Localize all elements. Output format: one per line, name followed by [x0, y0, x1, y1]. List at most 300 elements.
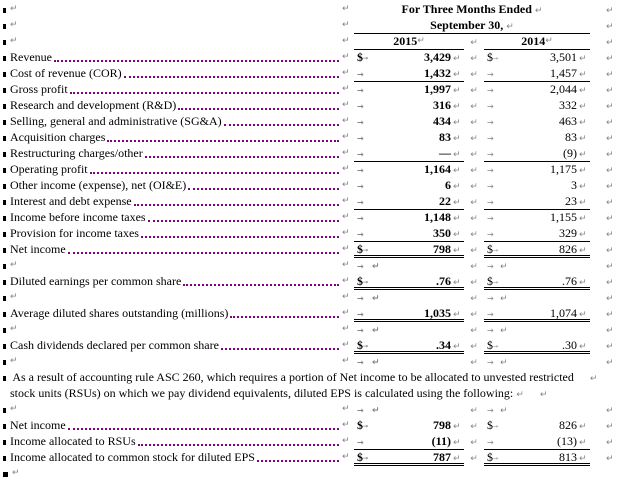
pilcrow-icon: ↵ [470, 198, 478, 208]
dotted-leader [183, 284, 339, 286]
tab-icon: → [363, 423, 369, 430]
value-2014: 1,074 [550, 306, 577, 320]
pilcrow-icon: ↵ [579, 118, 587, 128]
tab-cell [484, 82, 500, 98]
tab-cell [484, 130, 500, 146]
mark-cell [577, 274, 590, 287]
value-cell-2015 [354, 226, 464, 242]
tab-icon: → [487, 438, 494, 447]
value-cell-2014 [484, 354, 590, 370]
pilcrow-icon: ↵ [470, 310, 478, 320]
dotted-leader [145, 156, 339, 158]
mark-cell [451, 226, 464, 241]
tab-icon: → [357, 166, 364, 175]
dotted-leader [134, 204, 339, 206]
pilcrow-icon: ↵ [606, 86, 614, 96]
value-2015: 3,429 [424, 50, 451, 64]
pilcrow-icon: ↵ [10, 4, 18, 14]
mid-gap-cell [464, 258, 484, 274]
tab-icon: → [357, 406, 364, 415]
value-cell-2014 [484, 274, 590, 290]
tab-icon: → [487, 102, 494, 111]
mid-gap-cell [464, 274, 484, 290]
row-end-cell [590, 82, 626, 98]
value-cell-2015 [354, 50, 464, 66]
pilcrow-icon: ↵ [606, 134, 614, 144]
value-cell-2015 [354, 146, 464, 162]
mid-gap-cell [464, 98, 484, 114]
row-label-cell [0, 434, 354, 450]
pilcrow-icon: ↵ [470, 262, 478, 272]
square-bullet-icon [3, 72, 6, 77]
value-cell-2014 [484, 306, 590, 322]
mark-cell [451, 450, 464, 463]
table-row [0, 338, 626, 354]
tab-icon: → [357, 182, 364, 191]
tab-cell [484, 146, 500, 161]
dotted-leader [188, 188, 339, 190]
square-bullet-icon [3, 40, 6, 45]
tab-icon: → [357, 86, 364, 95]
pilcrow-icon: ↵ [470, 294, 478, 304]
dotted-leader [178, 108, 339, 110]
mid-gap-cell [464, 194, 484, 210]
pilcrow-icon: ↵ [453, 182, 461, 192]
dotted-leader [257, 460, 339, 462]
row-label: Average diluted shares outstanding (millions) [10, 306, 229, 320]
value-2015: 1,997 [424, 82, 451, 96]
pilcrow-icon: ↵ [453, 278, 461, 288]
note-paragraph-line [0, 386, 626, 402]
value-cell-2014 [484, 162, 590, 178]
value-2014: 3 [571, 178, 577, 192]
mid-gap-cell [464, 34, 484, 50]
value-cell-2014 [484, 50, 590, 66]
value-cell-2015 [354, 194, 464, 210]
table-row [0, 418, 626, 434]
pilcrow-icon: ↵ [342, 84, 350, 94]
row-label: Other income (expense), net (OI&E) [10, 178, 187, 192]
dollar-sign: $→ [357, 50, 369, 64]
pilcrow-icon: ↵ [606, 326, 614, 336]
tab-icon: → [363, 247, 369, 254]
pilcrow-icon: ↵ [453, 134, 461, 144]
pilcrow-icon: ↵ [470, 166, 478, 176]
spacer [18, 290, 342, 306]
mid-gap-cell [464, 82, 484, 98]
row-end-cell [590, 98, 626, 114]
pilcrow-icon: ↵ [606, 454, 614, 464]
pilcrow-icon: ↵ [589, 374, 598, 384]
mark-cell [577, 194, 590, 209]
pilcrow-icon: ↵ [579, 166, 587, 176]
dollar-sign: $→ [487, 450, 499, 464]
value-cell-2014 [484, 178, 590, 194]
row-end-cell [590, 450, 626, 466]
pilcrow-icon: ↵ [342, 324, 350, 334]
row-end-cell [590, 290, 626, 306]
pilcrow-icon: ↵ [500, 294, 508, 304]
row-label: Income before income taxes [10, 210, 146, 224]
tab-icon: → [357, 310, 364, 319]
pilcrow-icon: ↵ [453, 198, 461, 208]
tab-icon: → [493, 55, 499, 62]
row-end-cell [590, 306, 626, 322]
pilcrow-icon: ↵ [342, 68, 350, 78]
row-label-cell [0, 450, 354, 466]
pilcrow-icon: ↵ [470, 86, 478, 96]
dotted-leader [141, 236, 339, 238]
pilcrow-icon: ↵ [453, 118, 461, 128]
period-subtitle-cell [354, 18, 590, 34]
empty-value [372, 354, 451, 370]
dotted-leader [138, 444, 339, 446]
note-text-cell [0, 386, 524, 402]
mark-cell [451, 258, 464, 274]
spacer [18, 322, 342, 338]
dollar-sign: $→ [357, 418, 369, 432]
tab-cell [354, 146, 372, 161]
pilcrow-icon: ↵ [453, 230, 461, 240]
pilcrow-icon: ↵ [606, 358, 614, 368]
period-title: For Three Months Ended [401, 2, 532, 16]
pilcrow-icon: ↵ [372, 358, 380, 368]
dollar-sign: $→ [357, 274, 369, 288]
row-label-cell [0, 210, 354, 226]
value-2014: 23 [565, 194, 577, 208]
pilcrow-icon: ↵ [372, 326, 380, 336]
dotted-leader [54, 60, 339, 62]
tab-icon: → [357, 438, 364, 447]
tab-icon: → [487, 406, 494, 415]
spacer [18, 402, 342, 418]
pilcrow-icon: ↵ [342, 404, 350, 414]
pilcrow-icon: ↵ [579, 342, 587, 352]
tab-cell [484, 322, 500, 338]
tab-cell [484, 178, 500, 194]
pilcrow-icon: ↵ [470, 102, 478, 112]
value-cell-2015 [354, 82, 464, 98]
square-bullet-icon [3, 88, 6, 93]
dotted-leader [90, 172, 339, 174]
square-bullet-icon [3, 136, 6, 141]
value-cell-2015 [354, 402, 464, 418]
tab-cell [484, 226, 500, 241]
mark-cell [451, 210, 464, 226]
row-label-cell [0, 354, 354, 370]
mid-gap-cell [464, 210, 484, 226]
mid-gap-cell [464, 434, 484, 450]
tab-icon: → [487, 150, 494, 159]
row-label: Operating profit [10, 162, 88, 176]
pilcrow-icon: ↵ [453, 214, 461, 224]
pilcrow-icon: ↵ [453, 102, 461, 112]
pilcrow-icon: ↵ [10, 20, 18, 30]
row-end-cell [590, 418, 626, 434]
square-bullet-icon [3, 264, 6, 269]
value-cell-2014 [484, 402, 590, 418]
value-2015: 316 [433, 98, 451, 112]
table-row [0, 258, 626, 274]
mid-gap-cell [464, 50, 484, 66]
mid-gap-cell [464, 338, 484, 354]
tab-icon: → [487, 326, 494, 335]
tab-cell [354, 82, 372, 98]
tab-cell [354, 66, 372, 81]
value-2015: 798 [433, 418, 451, 432]
pilcrow-icon: ↵ [606, 310, 614, 320]
row-end-cell [590, 258, 626, 274]
value-cell-2014 [484, 418, 590, 434]
tab-icon: → [493, 423, 499, 430]
pilcrow-icon: ↵ [606, 182, 614, 192]
tab-cell [354, 434, 372, 449]
row-end-cell [590, 194, 626, 210]
value-cell-2015 [354, 418, 464, 434]
pilcrow-icon: ↵ [579, 182, 587, 192]
dotted-leader [107, 140, 339, 142]
row-label: Interest and debt expense [10, 194, 132, 208]
pilcrow-icon: ↵ [606, 246, 614, 256]
row-label: Restructuring charges/other [10, 146, 143, 160]
value-2015: 798 [433, 242, 451, 256]
dollar-sign: $→ [487, 50, 499, 64]
tab-icon: → [363, 55, 369, 62]
table-row [0, 226, 626, 242]
mid-gap-cell [464, 162, 484, 178]
mark-cell [451, 194, 464, 209]
mid-gap-cell [464, 114, 484, 130]
row-end-cell [590, 66, 626, 82]
value-cell-2015 [354, 274, 464, 290]
row-label-cell [0, 18, 354, 34]
tab-icon: → [487, 230, 494, 239]
row-label: Cost of revenue (COR) [10, 66, 122, 80]
value-cell-2015 [354, 66, 464, 82]
mark-cell [577, 146, 590, 161]
row-end-cell [590, 434, 626, 450]
row-end-cell [590, 354, 626, 370]
pilcrow-icon: ↵ [579, 198, 587, 208]
value-cell-2014 [484, 338, 590, 354]
table-row [0, 146, 626, 162]
value-2014: 1,175 [550, 162, 577, 176]
row-label-cell [0, 178, 354, 194]
pilcrow-icon: ↵ [579, 454, 587, 464]
dotted-leader [70, 92, 339, 94]
row-end-cell [590, 226, 626, 242]
value-2015: 1,148 [424, 210, 451, 224]
value-cell-2015 [354, 242, 464, 258]
tab-cell [484, 306, 500, 319]
year-2014-cell [484, 34, 590, 50]
value-2014: 83 [565, 130, 577, 144]
dollar-sign: $→ [357, 338, 369, 352]
pilcrow-icon: ↵ [500, 326, 508, 336]
dollar-sign: $→ [487, 274, 499, 288]
value-2015: 1,035 [424, 306, 451, 320]
pilcrow-icon: ↵ [516, 390, 524, 400]
pilcrow-icon: ↵ [453, 54, 461, 64]
mid-gap-cell [464, 306, 484, 322]
mark-cell [451, 434, 464, 449]
tab-icon: → [487, 214, 494, 223]
square-bullet-icon [3, 184, 6, 189]
tab-icon: → [493, 279, 499, 286]
pilcrow-icon: ↵ [372, 294, 380, 304]
tab-cell [354, 178, 372, 194]
pilcrow-icon: ↵ [453, 422, 461, 432]
pilcrow-icon: ↵ [453, 150, 461, 160]
pilcrow-icon: ↵ [342, 100, 350, 110]
tab-cell [354, 130, 372, 146]
row-label-cell [0, 114, 354, 130]
row-end-cell [590, 130, 626, 146]
value-2014: (13) [557, 434, 577, 448]
pilcrow-icon: ↵ [342, 356, 350, 366]
value-cell-2014 [484, 210, 590, 226]
value-cell-2015 [354, 162, 464, 178]
pilcrow-icon: ↵ [606, 70, 614, 80]
square-bullet-icon [3, 104, 6, 109]
pilcrow-icon: ↵ [470, 438, 478, 448]
table-row [0, 194, 626, 210]
mark-cell [451, 66, 464, 81]
pilcrow-icon: ↵ [342, 308, 350, 318]
pilcrow-icon: ↵ [579, 278, 587, 288]
value-2014: 826 [559, 242, 577, 256]
row-end-cell [590, 114, 626, 130]
period-subtitle: September 30, [430, 18, 504, 32]
table-row [0, 450, 626, 466]
pilcrow-icon: ↵ [606, 438, 614, 448]
pilcrow-icon: ↵ [342, 276, 350, 286]
note-line-1: As a result of accounting rule ASC 260, which requires a portion of Net income to be allocated to unvested restricted [12, 370, 574, 384]
tab-cell [484, 434, 500, 449]
tab-cell [354, 402, 372, 418]
mark-cell [577, 418, 590, 434]
pilcrow-icon: ↵ [342, 116, 350, 126]
pilcrow-icon: ↵ [606, 198, 614, 208]
eps-allocation-table [0, 402, 626, 466]
square-bullet-icon [3, 280, 6, 285]
value-cell-2015 [354, 210, 464, 226]
pilcrow-icon: ↵ [606, 214, 614, 224]
value-2014: (9) [563, 146, 577, 160]
tab-cell [484, 114, 500, 130]
spacer [18, 34, 342, 50]
dollar-sign: $→ [357, 242, 369, 256]
value-2015: 6 [445, 178, 451, 192]
tab-icon: → [363, 279, 369, 286]
pilcrow-icon: ↵ [470, 38, 478, 48]
tab-icon: → [357, 262, 364, 271]
mark-cell [577, 178, 590, 194]
pilcrow-icon: ↵ [342, 164, 350, 174]
value-2015: 83 [439, 130, 451, 144]
row-end-cell [590, 18, 626, 34]
mark-cell [451, 274, 464, 287]
row-label-cell [0, 146, 354, 162]
row-label-cell [0, 418, 354, 434]
tab-icon: → [363, 455, 369, 462]
table-row [0, 162, 626, 178]
tab-icon: → [357, 294, 364, 303]
square-bullet-icon [3, 168, 6, 173]
pilcrow-icon: ↵ [470, 278, 478, 288]
square-bullet-icon [3, 8, 6, 13]
value-cell-2015 [354, 450, 464, 466]
mark-cell [577, 210, 590, 226]
dotted-leader [224, 124, 339, 126]
row-end-cell [574, 370, 626, 386]
value-cell-2014 [484, 322, 590, 338]
value-cell-2015 [354, 114, 464, 130]
tab-icon: → [493, 247, 499, 254]
table-row [0, 66, 626, 82]
mark-cell [577, 258, 590, 274]
period-title-cell [354, 2, 590, 18]
tab-icon: → [493, 455, 499, 462]
pilcrow-icon: ↵ [506, 22, 514, 32]
tab-cell [484, 402, 500, 418]
value-cell-2015 [354, 258, 464, 274]
pilcrow-icon: ↵ [470, 326, 478, 336]
empty-value [372, 290, 451, 306]
tab-icon: → [487, 86, 494, 95]
header-row-years [0, 34, 626, 50]
pilcrow-icon: ↵ [606, 278, 614, 288]
mid-gap-cell [464, 242, 484, 258]
mid-gap-cell [464, 66, 484, 82]
value-cell-2014 [484, 290, 590, 306]
mark-cell [451, 418, 464, 434]
pilcrow-icon: ↵ [470, 118, 478, 128]
pilcrow-icon: ↵ [534, 6, 543, 16]
row-label-cell [0, 402, 354, 418]
pilcrow-icon: ↵ [470, 246, 478, 256]
mark-cell [577, 242, 590, 255]
mid-gap-cell [464, 130, 484, 146]
row-label-cell [0, 98, 354, 114]
row-label: Net income [10, 418, 66, 432]
pilcrow-icon: ↵ [342, 420, 350, 430]
pilcrow-icon: ↵ [539, 390, 548, 400]
mark-cell [577, 354, 590, 370]
pilcrow-icon: ↵ [470, 134, 478, 144]
mid-gap-cell [464, 178, 484, 194]
note-line-2: stock units (RSUs) on which we pay dividend equivalents, diluted EPS is calculated using the following: [10, 386, 514, 400]
tab-icon: → [487, 198, 494, 207]
pilcrow-icon: ↵ [579, 54, 587, 64]
row-label: Gross profit [10, 82, 68, 96]
tab-cell [354, 226, 372, 241]
value-2015: .34 [436, 338, 451, 352]
square-bullet-icon [3, 296, 6, 301]
value-2014: .30 [562, 338, 577, 352]
year-2014-label: 2014 [521, 34, 546, 48]
row-label-cell [0, 2, 354, 18]
pilcrow-icon: ↵ [10, 36, 18, 46]
table-row [0, 98, 626, 114]
mid-gap-cell [464, 402, 484, 418]
value-2015: 1,164 [424, 162, 451, 176]
header-row-period [0, 2, 626, 18]
mark-cell [577, 450, 590, 463]
table-row [0, 306, 626, 322]
mid-gap-cell [464, 418, 484, 434]
mark-cell [451, 114, 464, 130]
